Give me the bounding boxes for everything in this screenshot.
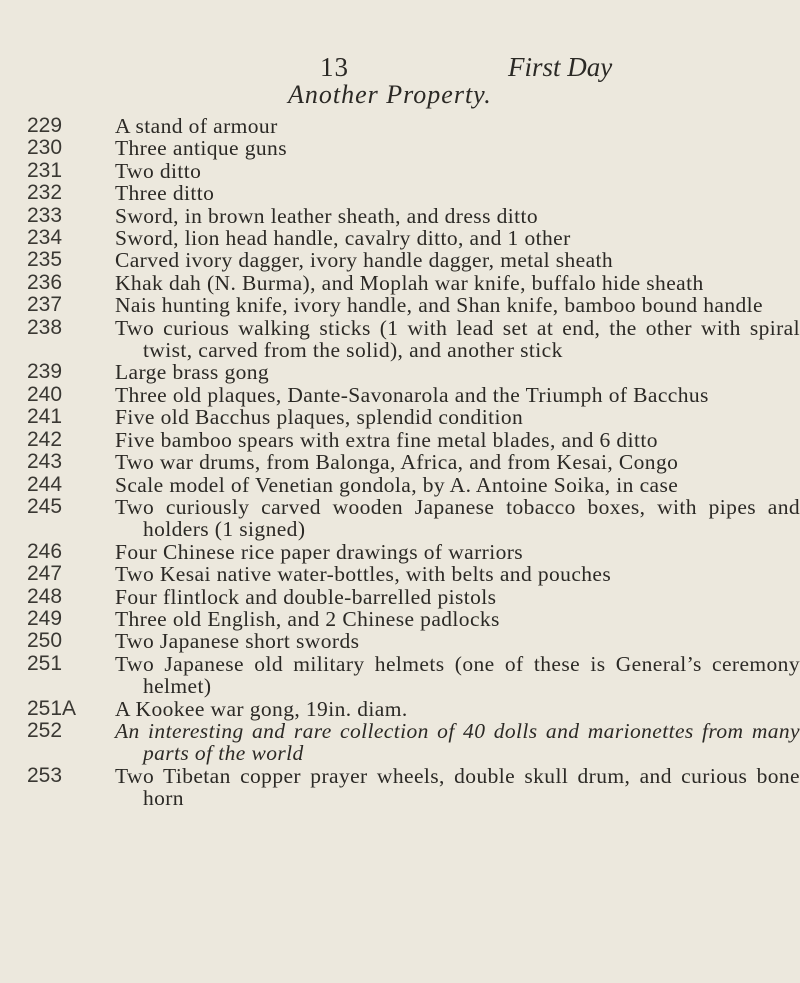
lot-number: 238 — [27, 315, 63, 339]
lot-number: 244 — [27, 472, 63, 496]
page-number: 13 — [320, 52, 349, 82]
lot-number: 232 — [27, 181, 63, 205]
lot-item — [0, 115, 800, 137]
lot-number: 233 — [27, 203, 63, 227]
lot-item — [0, 205, 800, 227]
lot-number: 243 — [27, 450, 63, 474]
lot-item — [0, 406, 800, 428]
lot-number: 234 — [27, 226, 63, 250]
lot-item — [0, 137, 800, 159]
lot-item — [0, 384, 800, 406]
lot-item — [0, 451, 800, 473]
lot-number: 241 — [27, 405, 63, 429]
lot-number: 231 — [27, 158, 63, 182]
lot-description: Three old plaques, Dante-Savonarola and the Triumph of Bacchus — [115, 382, 709, 407]
lot-number: 253 — [27, 763, 63, 787]
lot-description: Two war drums, from Balonga, Africa, and from Kesai, Congo — [115, 450, 679, 475]
lot-item — [0, 294, 800, 316]
lot-description: Two ditto — [115, 158, 202, 183]
lot-description: Two Japanese old military helmets (one of these is General’s ceremony helmet) — [115, 651, 800, 699]
lot-number: 250 — [27, 629, 63, 653]
lot-number: 247 — [27, 562, 63, 586]
lot-item — [0, 474, 800, 496]
lot-description: Two Kesai native water-bottles, with belts and pouches — [115, 562, 612, 587]
lot-item — [0, 563, 800, 585]
lot-description: Four flintlock and double-barrelled pistols — [115, 584, 497, 609]
lot-number: 249 — [27, 606, 63, 630]
lot-item — [0, 765, 800, 810]
lot-item — [0, 317, 800, 362]
lot-description: Carved ivory dagger, ivory handle dagger, metal sheath — [115, 248, 614, 273]
lot-number: 235 — [27, 248, 63, 272]
lot-description: Two curiously carved wooden Japanese tobacco boxes, with pipes and holders (1 signed) — [115, 494, 800, 542]
lot-item — [0, 496, 800, 541]
lot-description: Three ditto — [115, 181, 215, 206]
lot-number: 230 — [27, 136, 63, 160]
lot-number: 242 — [27, 427, 63, 451]
lot-description: Three old English, and 2 Chinese padlocks — [115, 606, 500, 631]
lot-description: An interesting and rare collection of 40 dolls and marionettes from many parts of the world — [115, 718, 800, 766]
lot-item — [0, 272, 800, 294]
lot-item — [0, 160, 800, 182]
lot-item — [0, 361, 800, 383]
lot-number: 248 — [27, 584, 63, 608]
section-title: Another Property. — [288, 80, 492, 109]
lot-description: Khak dah (N. Burma), and Moplah war knife, buffalo hide sheath — [115, 270, 704, 295]
lot-description: Three antique guns — [115, 136, 287, 161]
lot-number: 239 — [27, 360, 63, 384]
lot-item — [0, 429, 800, 451]
lot-description: Scale model of Venetian gondola, by A. Antoine Soika, in case — [115, 472, 679, 497]
lot-number: 251A — [27, 696, 77, 720]
lot-number: 240 — [27, 382, 63, 406]
lot-description: Two Tibetan copper prayer wheels, double skull drum, and curious bone horn — [115, 763, 800, 811]
lot-item — [0, 586, 800, 608]
lot-description: A stand of armour — [115, 114, 278, 138]
lot-description: Two curious walking sticks (1 with lead set at end, the other with spiral twist, carved from the solid), and another stick — [115, 315, 800, 363]
lot-item — [0, 227, 800, 249]
lot-description: Sword, in brown leather sheath, and dress ditto — [115, 203, 539, 228]
lot-item — [0, 653, 800, 698]
day-title: First Day — [508, 52, 613, 82]
lot-item — [0, 541, 800, 563]
lot-description: Large brass gong — [115, 360, 270, 385]
lot-item — [0, 249, 800, 271]
lot-list — [0, 115, 800, 810]
lot-description: Five old Bacchus plaques, splendid condition — [115, 405, 524, 430]
lot-item — [0, 630, 800, 652]
lot-number: 236 — [27, 270, 63, 294]
lot-description: Five bamboo spears with extra fine metal blades, and 6 ditto — [115, 427, 658, 452]
lot-item — [0, 608, 800, 630]
lot-item — [0, 182, 800, 204]
lot-number: 229 — [27, 114, 63, 137]
lot-description: A Kookee war gong, 19in. diam. — [115, 696, 408, 721]
lot-number: 245 — [27, 494, 63, 518]
lot-number: 237 — [27, 293, 63, 317]
lot-item — [0, 720, 800, 765]
lot-item — [0, 698, 800, 720]
lot-description: Two Japanese short swords — [115, 629, 360, 654]
lot-number: 251 — [27, 651, 63, 675]
lot-description: Nais hunting knife, ivory handle, and Shan knife, bamboo bound handle — [115, 293, 763, 318]
lot-description: Four Chinese rice paper drawings of warriors — [115, 539, 524, 564]
lot-number: 246 — [27, 539, 63, 563]
lot-description: Sword, lion head handle, cavalry ditto, and 1 other — [115, 226, 571, 251]
lot-number: 252 — [27, 718, 63, 742]
